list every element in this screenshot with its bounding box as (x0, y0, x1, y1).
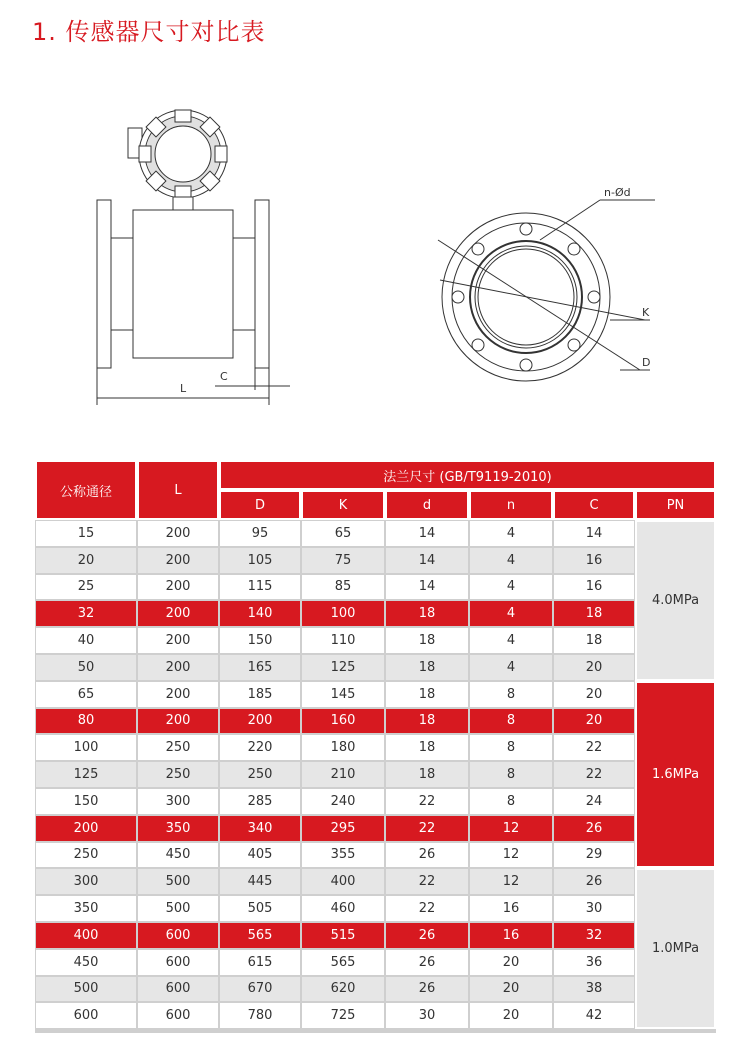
header-pn: PN (635, 490, 716, 520)
table-cell: 250 (35, 842, 137, 869)
table-cell: 250 (137, 734, 219, 761)
table-cell: 285 (219, 788, 301, 815)
table-cell: 220 (219, 734, 301, 761)
header-col-K: K (301, 490, 385, 520)
table-cell: 615 (219, 949, 301, 976)
table-cell: 460 (301, 895, 385, 922)
pn-group-2: 1.0MPa (635, 868, 716, 1029)
table-cell: 26 (553, 868, 635, 895)
table-cell: 30 (553, 895, 635, 922)
table-cell: 14 (553, 520, 635, 547)
table-cell: 250 (137, 761, 219, 788)
table-cell: 22 (385, 815, 469, 842)
table-cell: 20 (469, 949, 553, 976)
table-cell: 450 (35, 949, 137, 976)
flange-view (438, 200, 655, 381)
table-cell: 670 (219, 976, 301, 1003)
table-cell: 18 (553, 600, 635, 627)
table-cell: 12 (469, 868, 553, 895)
table-cell: 36 (553, 949, 635, 976)
table-cell: 20 (553, 681, 635, 708)
dimension-table (35, 460, 716, 1033)
table-cell: 565 (219, 922, 301, 949)
table-cell: 26 (385, 976, 469, 1003)
header-flange-dimensions: 法兰尺寸 (GB/T9119-2010) (219, 460, 716, 490)
table-cell: 16 (553, 547, 635, 574)
table-cell: 145 (301, 681, 385, 708)
table-cell: 18 (385, 627, 469, 654)
table-cell: 150 (219, 627, 301, 654)
header-col-D: D (219, 490, 301, 520)
table-cell: 450 (137, 842, 219, 869)
table-cell: 200 (137, 547, 219, 574)
table-cell: 8 (469, 681, 553, 708)
table-cell: 18 (385, 734, 469, 761)
table-cell: 600 (137, 922, 219, 949)
table-cell: 18 (385, 708, 469, 735)
header-col-d: d (385, 490, 469, 520)
table-cell: 565 (301, 949, 385, 976)
dim-label-C: C (220, 370, 228, 383)
table-cell: 185 (219, 681, 301, 708)
table-cell: 125 (301, 654, 385, 681)
table-cell: 8 (469, 708, 553, 735)
table-cell: 140 (219, 600, 301, 627)
table-cell: 4 (469, 600, 553, 627)
table-cell: 100 (301, 600, 385, 627)
table-cell: 600 (137, 1002, 219, 1029)
table-cell: 405 (219, 842, 301, 869)
table-cell: 75 (301, 547, 385, 574)
table-cell: 20 (469, 1002, 553, 1029)
table-cell: 80 (35, 708, 137, 735)
table-cell: 8 (469, 788, 553, 815)
table-cell: 250 (219, 761, 301, 788)
table-cell: 4 (469, 547, 553, 574)
table-cell: 400 (35, 922, 137, 949)
table-cell: 16 (553, 574, 635, 601)
table-cell: 18 (385, 600, 469, 627)
sensor-dimension-drawing (0, 80, 750, 430)
table-cell: 165 (219, 654, 301, 681)
table-cell: 22 (385, 788, 469, 815)
table-cell: 42 (553, 1002, 635, 1029)
table-cell: 150 (35, 788, 137, 815)
header-length: L (137, 460, 219, 520)
table-cell: 725 (301, 1002, 385, 1029)
table-cell: 85 (301, 574, 385, 601)
table-cell: 8 (469, 761, 553, 788)
table-cell: 26 (553, 815, 635, 842)
header-nominal-diameter: 公称通径 (35, 460, 137, 520)
table-cell: 600 (137, 949, 219, 976)
pn-group-1: 1.6MPa (635, 681, 716, 869)
table-cell: 200 (137, 574, 219, 601)
table-cell: 40 (35, 627, 137, 654)
table-cell: 25 (35, 574, 137, 601)
dim-label-L: L (180, 382, 187, 395)
table-cell: 355 (301, 842, 385, 869)
table-cell: 22 (553, 734, 635, 761)
table-cell: 26 (385, 922, 469, 949)
table-cell: 210 (301, 761, 385, 788)
table-cell: 780 (219, 1002, 301, 1029)
table-cell: 160 (301, 708, 385, 735)
table-cell: 200 (137, 627, 219, 654)
table-cell: 200 (137, 708, 219, 735)
table-cell: 600 (137, 976, 219, 1003)
table-cell: 20 (469, 976, 553, 1003)
table-cell: 18 (553, 627, 635, 654)
table-cell: 8 (469, 734, 553, 761)
table-cell: 14 (385, 520, 469, 547)
table-cell: 500 (137, 868, 219, 895)
table-cell: 50 (35, 654, 137, 681)
table-cell: 20 (35, 547, 137, 574)
table-cell: 30 (385, 1002, 469, 1029)
table-cell: 200 (35, 815, 137, 842)
table-cell: 620 (301, 976, 385, 1003)
table-cell: 4 (469, 627, 553, 654)
table-cell: 110 (301, 627, 385, 654)
table-cell: 16 (469, 922, 553, 949)
table-cell: 295 (301, 815, 385, 842)
table-cell: 16 (469, 895, 553, 922)
table-cell: 240 (301, 788, 385, 815)
table-cell: 22 (385, 895, 469, 922)
table-cell: 105 (219, 547, 301, 574)
table-cell: 24 (553, 788, 635, 815)
table-cell: 300 (137, 788, 219, 815)
table-cell: 180 (301, 734, 385, 761)
table-cell: 65 (301, 520, 385, 547)
table-cell: 445 (219, 868, 301, 895)
table-cell: 18 (385, 761, 469, 788)
table-cell: 22 (385, 868, 469, 895)
table-cell: 125 (35, 761, 137, 788)
table-cell: 4 (469, 654, 553, 681)
table-cell: 515 (301, 922, 385, 949)
table-cell: 18 (385, 681, 469, 708)
table-cell: 200 (219, 708, 301, 735)
table-cell: 95 (219, 520, 301, 547)
dim-label-K: K (642, 306, 650, 319)
table-cell: 32 (35, 600, 137, 627)
table-cell: 4 (469, 574, 553, 601)
table-cell: 14 (385, 547, 469, 574)
dim-label-nd: n-Ød (604, 186, 631, 199)
table-cell: 15 (35, 520, 137, 547)
side-view (97, 110, 290, 405)
table-cell: 29 (553, 842, 635, 869)
page-title: 1. 传感器尺寸对比表 (32, 18, 266, 46)
header-col-C: C (553, 490, 635, 520)
pn-group-0: 4.0MPa (635, 520, 716, 681)
table-cell: 505 (219, 895, 301, 922)
table-cell: 350 (35, 895, 137, 922)
table-cell: 200 (137, 600, 219, 627)
table-cell: 22 (553, 761, 635, 788)
table-cell: 200 (137, 681, 219, 708)
table-cell: 340 (219, 815, 301, 842)
table-cell: 200 (137, 520, 219, 547)
table-cell: 18 (385, 654, 469, 681)
table-cell: 600 (35, 1002, 137, 1029)
table-cell: 100 (35, 734, 137, 761)
table-cell: 400 (301, 868, 385, 895)
table-cell: 65 (35, 681, 137, 708)
table-cell: 300 (35, 868, 137, 895)
table-cell: 26 (385, 949, 469, 976)
table-cell: 20 (553, 708, 635, 735)
table-cell: 32 (553, 922, 635, 949)
table-cell: 14 (385, 574, 469, 601)
header-col-n: n (469, 490, 553, 520)
table-cell: 26 (385, 842, 469, 869)
table-cell: 350 (137, 815, 219, 842)
dim-label-D: D (642, 356, 651, 369)
table-cell: 38 (553, 976, 635, 1003)
table-cell: 4 (469, 520, 553, 547)
table-cell: 115 (219, 574, 301, 601)
table-cell: 12 (469, 815, 553, 842)
table-cell: 12 (469, 842, 553, 869)
table-cell: 500 (137, 895, 219, 922)
table-cell: 200 (137, 654, 219, 681)
table-cell: 500 (35, 976, 137, 1003)
table-cell: 20 (553, 654, 635, 681)
